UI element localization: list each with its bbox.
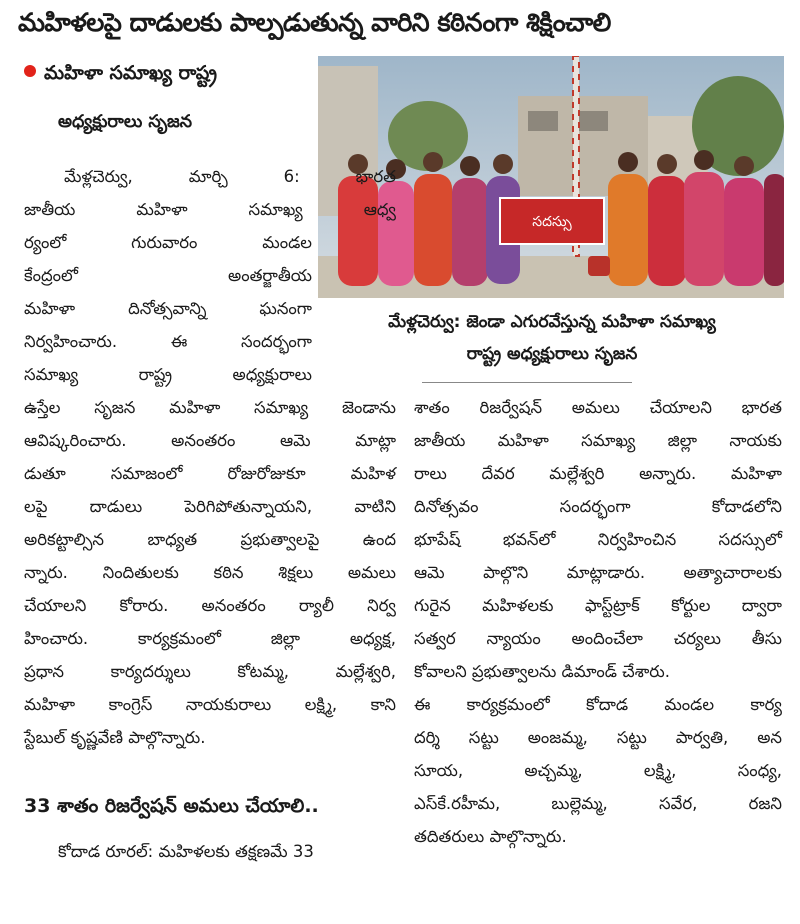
column-1-line: ప్రధాన కార్యదర్శులు కోటమ్మ, మల్లేశ్వరి, (24, 662, 396, 681)
headline: మహిళలపై దాడులకు పాల్పడుతున్న వారిని కఠినంగా శిక్షించాలి (18, 8, 611, 38)
banner-text: సదస్సు (532, 214, 572, 230)
column-1-line: ర్యంలో గురువారం మండల (24, 233, 312, 252)
photo-caption-line: రాష్ట్ర అధ్యక్షురాలు సృజన (466, 344, 638, 364)
column-1-line: మహిళా కాంగ్రెస్ నాయకురాలు లక్ష్మి, కాని (24, 695, 396, 714)
column-2-line: తదితరులు పాల్గొన్నారు. (414, 827, 567, 846)
column-2-line: సత్వర న్యాయం అందించేలా చర్యలు తీసు (414, 629, 782, 648)
column-2-line: గురైన మహిళలకు ఫాస్ట్‌ట్రాక్ కోర్టుల ద్వారా (414, 596, 782, 615)
column-1-line: హించారు. కార్యక్రమంలో జిల్లా అధ్యక్ష, (24, 629, 396, 648)
column-1-line: ఉస్తేల సృజన మహిళా సమాఖ్య జెండాను (24, 398, 396, 417)
column-1-line: అరికట్టాల్సిన బాధ్యత ప్రభుత్వాలపై ఉంద (24, 530, 396, 549)
column-2-line: కోవాలని ప్రభుత్వాలను డిమాండ్ చేశారు. (414, 662, 670, 681)
column-1-line: సమాఖ్య రాష్ట్ర అధ్యక్షురాలు (24, 365, 312, 384)
red-bullet-icon (24, 65, 36, 77)
banner (500, 198, 604, 244)
column-2-line: ఆమె పాల్గొని మాట్లాడారు. అత్యాచారాలకు (414, 563, 782, 582)
column-2-line: శాతం రిజర్వేషన్ అమలు చేయాలని భారత (414, 398, 782, 417)
column-2-line: జాతీయ మహిళా సమాఖ్య జిల్లా నాయకు (414, 431, 782, 450)
column-2-line: దినోత్సవం సందర్భంగా కోదాడలోని (414, 497, 782, 516)
kicker (24, 62, 217, 89)
column-1-line: డుతూ సమాజంలో రోజురోజుకూ మహిళ (24, 464, 396, 483)
column-1-line: జాతీయ మహిళా సమాఖ్య ఆధ్వ (24, 200, 396, 219)
column-2-line: రాలు దేవర మల్లేశ్వరి అన్నారు. మహిళా (414, 464, 782, 483)
column-1-line: లపై దాడులు పెరిగిపోతున్నాయని, వాటిని (24, 497, 396, 516)
column-2-line: సూయ, అచ్చమ్మ, లక్ష్మి, సంధ్య, (414, 761, 782, 780)
column-1-line: మహిళా దినోత్సవాన్ని ఘనంగా (24, 299, 312, 318)
column-2-line: భూపేష్ భవన్‌లో నిర్వహించిన సదస్సులో (414, 530, 782, 549)
column-1-line: కోదాడ రూరల్: మహిళలకు తక్షణమే 33 (58, 842, 314, 861)
column-1-line: మేళ్లచెర్వు, మార్చి 6: భారత (64, 167, 396, 186)
photo-caption-line: మేళ్లచెర్వు: జెండా ఎగురవేస్తున్న మహిళా సమాఖ్య (388, 312, 716, 332)
column-2-line: ఎస్‌కే.రహీమ, బుల్లెమ్మ, సవేర, రజని (414, 794, 782, 813)
column-2-line: ఈ కార్యక్రమంలో కోదాడ మండల కార్య (414, 695, 782, 714)
column-1-line: కేంద్రంలో అంతర్జాతీయ (24, 266, 312, 285)
kicker-text: మహిళా సమాఖ్య రాష్ట్ర (44, 62, 217, 84)
byline: అధ్యక్షురాలు సృజన (58, 112, 193, 132)
caption-divider (422, 382, 632, 383)
column-1-line: నిర్వహించారు. ఈ సందర్భంగా (24, 332, 312, 351)
column-1-line: స్టేబుల్ కృష్ణవేణి పాల్గొన్నారు. (24, 728, 206, 747)
column-1-line: ఆవిష్కరించారు. అనంతరం ఆమె మాట్లా (24, 431, 396, 450)
column-1-line: న్నారు. నిందితులకు కఠిన శిక్షలు అమలు (24, 563, 396, 582)
column-2-line: దర్శి సట్టు అంజమ్మ, సట్టు పార్వతి, అన (414, 728, 782, 747)
subheadline: 33 శాతం రిజర్వేషన్ అమలు చేయాలి.. (24, 795, 319, 817)
column-1-line: చేయాలని కోరారు. అనంతరం ర్యాలీ నిర్వ (24, 596, 396, 615)
